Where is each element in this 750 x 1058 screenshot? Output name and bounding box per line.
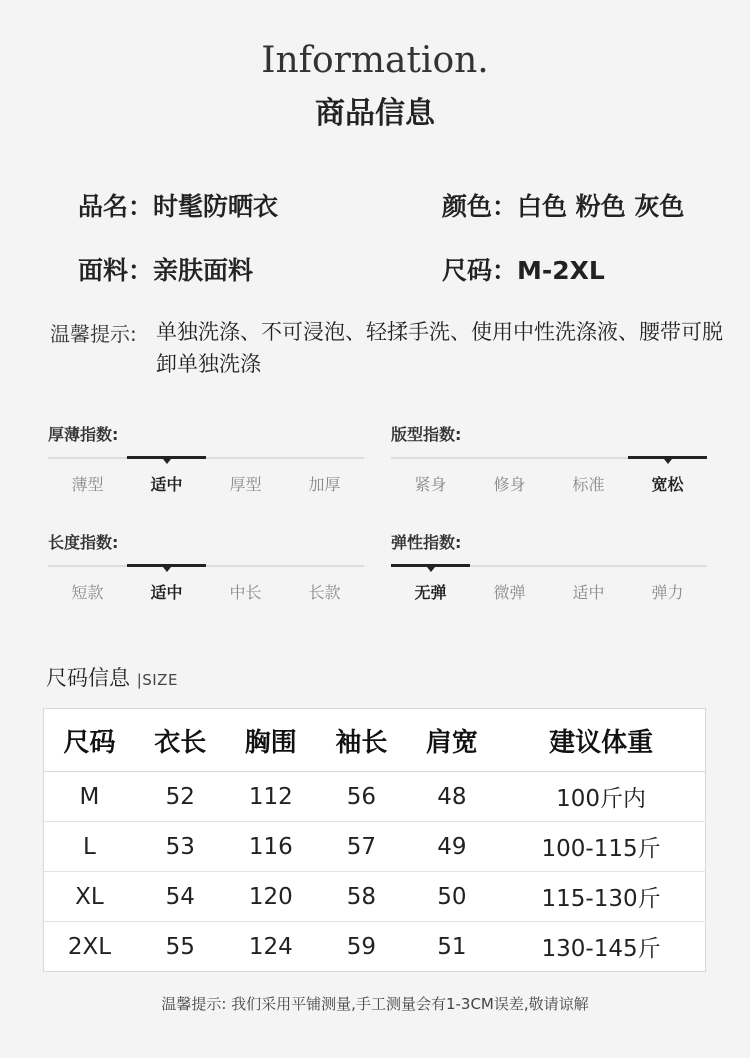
measurement-note: 温馨提示: 我们采用平铺测量,手工测量会有1-3CM误差,敬请谅解 — [161, 995, 589, 1013]
table-cell: 58 — [316, 872, 407, 922]
table-cell: 48 — [407, 772, 498, 822]
table-cell: 59 — [346, 933, 376, 960]
scale-option: 适中 — [150, 583, 183, 602]
size-table-header: 胸围 — [226, 709, 317, 772]
table-cell: 50 — [407, 872, 498, 922]
product-fabric: 面料：亲肤面料 — [78, 256, 254, 285]
scale-option: 微弹 — [493, 583, 526, 602]
table-row — [44, 772, 706, 822]
scale-option: 厚型 — [229, 475, 262, 494]
table-cell: 120 — [226, 872, 317, 922]
elasticity-index-scale — [391, 565, 707, 605]
title-english: Information. — [261, 40, 489, 81]
size-table-header: 尺码 — [44, 709, 135, 772]
elasticity-index-title: 弹性指数: — [391, 533, 462, 552]
table-cell: 100-115斤 — [497, 822, 705, 872]
scale-option: 修身 — [493, 475, 526, 494]
thickness-index-scale — [48, 457, 364, 497]
fit-index-scale — [391, 457, 707, 497]
table-cell: 49 — [407, 822, 498, 872]
table-cell: 100斤内 — [497, 772, 705, 822]
scale-option: 宽松 — [651, 475, 684, 494]
scale-option: 标准 — [572, 475, 605, 494]
length-index-title: 长度指数: — [48, 533, 119, 552]
scale-option: 长款 — [308, 583, 341, 602]
table-cell: 51 — [437, 933, 467, 960]
table-cell: M — [44, 772, 135, 822]
scale-pointer-icon — [664, 459, 672, 464]
scale-option: 薄型 — [71, 475, 104, 494]
table-row — [44, 822, 706, 872]
scale-option: 弹力 — [651, 583, 684, 602]
table-cell: 57 — [316, 822, 407, 872]
table-cell: 53 — [135, 822, 226, 872]
table-cell: 130-145斤 — [541, 936, 661, 962]
size-info-title: 尺码信息 — [46, 666, 130, 690]
length-index-scale — [48, 565, 364, 605]
size-info-heading — [46, 662, 178, 692]
size-table-header: 袖长 — [316, 709, 407, 772]
scale-option: 无弹 — [414, 583, 447, 602]
scale-pointer-icon — [163, 459, 171, 464]
size-table — [43, 708, 706, 972]
table-row — [44, 922, 706, 972]
table-cell: L — [44, 822, 135, 872]
table-row — [44, 872, 706, 922]
thickness-index-title: 厚薄指数: — [48, 425, 119, 444]
product-colors: 颜色：白色 粉色 灰色 — [442, 192, 685, 221]
scale-track — [48, 565, 364, 567]
size-table-header-row — [44, 709, 706, 772]
product-size-range: 尺码：M-2XL — [442, 256, 605, 285]
care-tip-text: 单独洗涤、不可浸泡、轻揉手洗、使用中性洗涤液、腰带可脱卸单独洗涤 — [156, 320, 723, 376]
size-info-subtitle: |SIZE — [136, 671, 178, 689]
table-cell: 116 — [226, 822, 317, 872]
table-cell: 115-130斤 — [497, 872, 705, 922]
scale-option: 中长 — [229, 583, 262, 602]
scale-option: 适中 — [150, 475, 183, 494]
product-name: 品名：时髦防晒衣 — [78, 192, 279, 221]
size-table-header: 衣长 — [135, 709, 226, 772]
scale-option: 加厚 — [308, 475, 341, 494]
size-table-header: 建议体重 — [497, 709, 705, 772]
scale-pointer-icon — [163, 567, 171, 572]
scale-option: 适中 — [572, 583, 605, 602]
table-cell: 56 — [316, 772, 407, 822]
table-cell: 124 — [248, 933, 293, 960]
table-cell: 2XL — [67, 933, 112, 960]
table-cell: XL — [44, 872, 135, 922]
scale-option: 短款 — [71, 583, 104, 602]
table-cell: 54 — [135, 872, 226, 922]
scale-option: 紧身 — [414, 475, 447, 494]
table-cell: 55 — [165, 933, 195, 960]
table-cell: 52 — [135, 772, 226, 822]
fit-index-title: 版型指数: — [391, 425, 462, 444]
table-cell: 112 — [226, 772, 317, 822]
scale-track — [48, 457, 364, 459]
size-table-header: 肩宽 — [407, 709, 498, 772]
scale-pointer-icon — [427, 567, 435, 572]
title-chinese: 商品信息 — [315, 96, 435, 131]
care-tip-label: 温馨提示: — [50, 322, 137, 346]
